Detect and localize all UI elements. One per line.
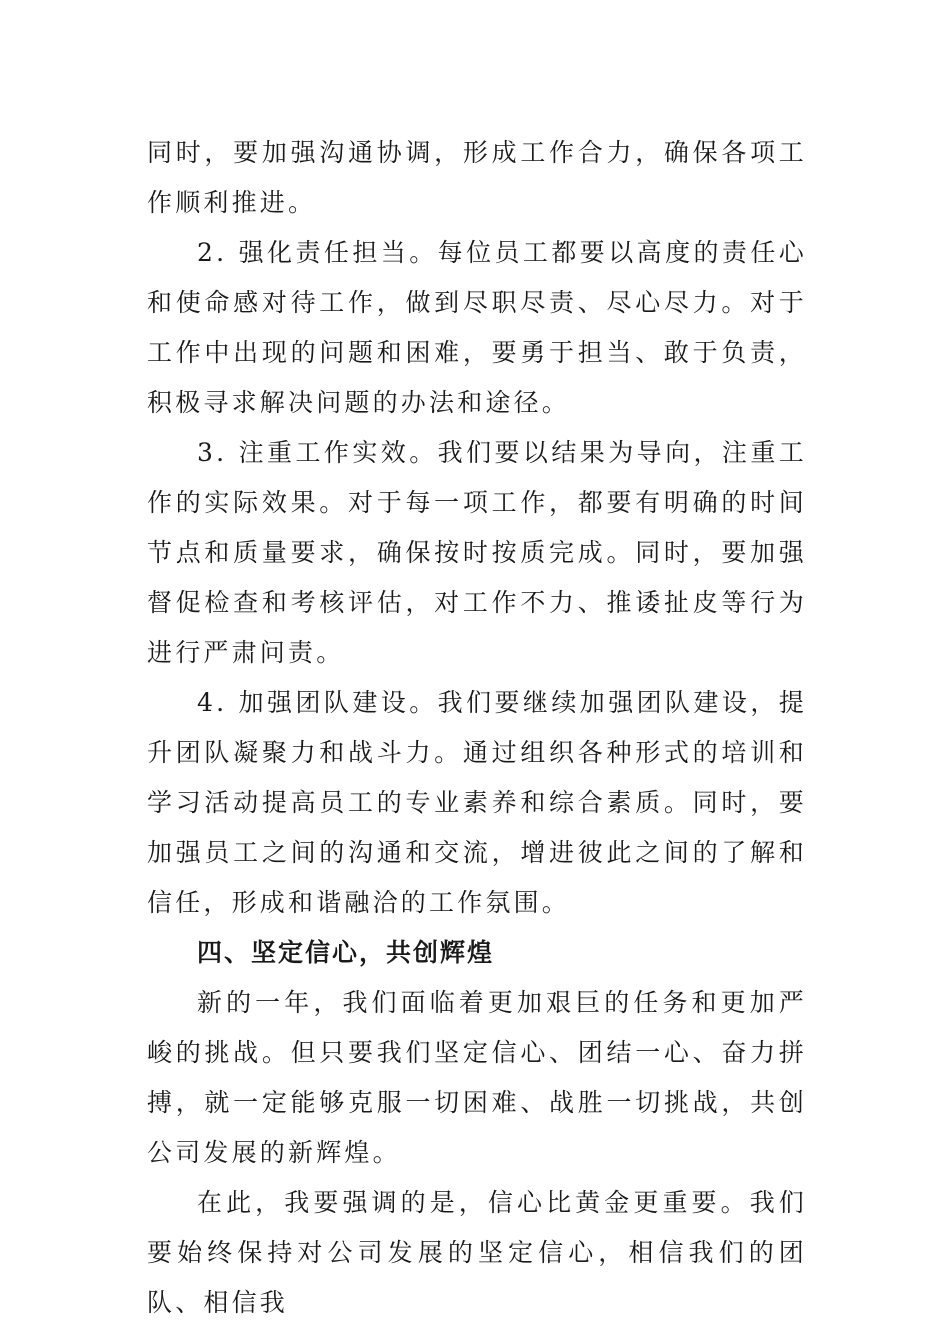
paragraph-continuation: 同时，要加强沟通协调，形成工作合力，确保各项工作顺利推进。	[147, 138, 807, 217]
paragraph-item-4: 4. 加强团队建设。我们要继续加强团队建设，提升团队凝聚力和战斗力。通过组织各种形式的培训和学习活动提高员工的专业素养和综合素质。同时，要加强员工之间的沟通和交流，增进彼此之间的了解和信任，形成和谐融洽的工作氛围。	[147, 688, 807, 917]
paragraph-new-year: 新的一年，我们面临着更加艰巨的任务和更加严峻的挑战。但只要我们坚定信心、团结一心、奋力拼搏，就一定能够克服一切困难、战胜一切挑战，共创公司发展的新辉煌。	[147, 988, 807, 1167]
document-body	[147, 128, 807, 1328]
paragraph-item-3: 3. 注重工作实效。我们要以结果为导向，注重工作的实际效果。对于每一项工作，都要有明确的时间节点和质量要求，确保按时按质完成。同时，要加强督促检查和考核评估，对工作不力、推诿扯皮等行为进行严肃问责。	[147, 438, 807, 667]
paragraph-item-2: 2. 强化责任担当。每位员工都要以高度的责任心和使命感对待工作，做到尽职尽责、尽心尽力。对于工作中出现的问题和困难，要勇于担当、敢于负责，积极寻求解决问题的办法和途径。	[147, 238, 807, 417]
paragraph-confidence: 在此，我要强调的是，信心比黄金更重要。我们要始终保持对公司发展的坚定信心，相信我们的团队、相信我	[147, 1188, 807, 1317]
section-heading: 四、坚定信心，共创辉煌	[197, 938, 495, 967]
